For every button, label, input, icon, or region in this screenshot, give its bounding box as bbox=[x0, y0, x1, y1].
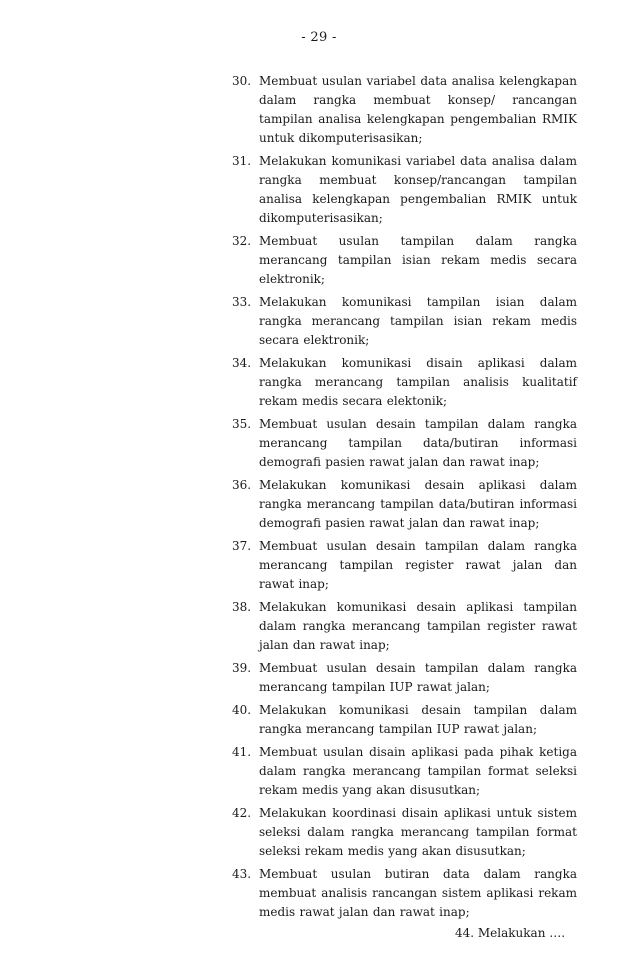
item-number: 37. bbox=[232, 539, 252, 553]
list-item bbox=[0, 598, 638, 655]
numbered-list bbox=[0, 72, 638, 926]
item-text: Membuat usulan desain tampilan dalam rangka merancang tampilan data/butiran informasi demografi pasien rawat jalan dan rawat inap; bbox=[259, 417, 577, 469]
list-item bbox=[0, 537, 638, 594]
item-text: Melakukan koordinasi disain aplikasi untuk sistem seleksi dalam rangka merancang tampilan format seleksi rekam medis yang akan disusutkan; bbox=[259, 806, 577, 858]
item-text: Melakukan komunikasi desain aplikasi dalam rangka merancang tampilan data/butiran informasi demografi pasien rawat jalan dan rawat inap; bbox=[259, 478, 577, 530]
list-item bbox=[0, 743, 638, 800]
item-text: Melakukan komunikasi variabel data analisa dalam rangka membuat konsep/rancangan tampilan analisa kelengkapan pengembalian RMIK untuk dikomputerisasikan; bbox=[259, 154, 577, 225]
item-text: Membuat usulan desain tampilan dalam rangka merancang tampilan register rawat jalan dan rawat inap; bbox=[259, 539, 577, 591]
item-text: Melakukan komunikasi desain aplikasi tampilan dalam rangka merancang tampilan register rawat jalan dan rawat inap; bbox=[259, 600, 577, 652]
list-item bbox=[0, 659, 638, 697]
list-item bbox=[0, 354, 638, 411]
list-item bbox=[0, 72, 638, 148]
page-number: - 29 - bbox=[301, 30, 337, 45]
item-number: 35. bbox=[232, 417, 252, 431]
item-number: 32. bbox=[232, 234, 252, 248]
item-number: 34. bbox=[232, 356, 252, 370]
item-number: 38. bbox=[232, 600, 252, 614]
item-text: Membuat usulan tampilan dalam rangka merancang tampilan isian rekam medis secara elektronik; bbox=[259, 234, 577, 286]
item-number: 31. bbox=[232, 154, 252, 168]
item-number: 40. bbox=[232, 703, 252, 717]
item-number: 42. bbox=[232, 806, 252, 820]
item-number: 36. bbox=[232, 478, 252, 492]
list-item bbox=[0, 232, 638, 289]
list-item bbox=[0, 293, 638, 350]
item-text: Membuat usulan disain aplikasi pada pihak ketiga dalam rangka merancang tampilan format seleksi rekam medis yang akan disusutkan; bbox=[259, 745, 577, 797]
list-item bbox=[0, 415, 638, 472]
item-number: 30. bbox=[232, 74, 252, 88]
list-item bbox=[0, 804, 638, 861]
list-item bbox=[0, 152, 638, 228]
item-number: 33. bbox=[232, 295, 252, 309]
list-item bbox=[0, 865, 638, 922]
continuation-marker: 44. Melakukan …. bbox=[455, 926, 566, 940]
item-number: 39. bbox=[232, 661, 252, 675]
item-text: Melakukan komunikasi disain aplikasi dalam rangka merancang tampilan analisis kualitatif rekam medis secara elektonik; bbox=[259, 356, 577, 408]
item-text: Melakukan komunikasi tampilan isian dalam rangka merancang tampilan isian rekam medis secara elektronik; bbox=[259, 295, 577, 347]
item-text: Membuat usulan variabel data analisa kelengkapan dalam rangka membuat konsep/ rancangan tampilan analisa kelengkapan pengembalian RMIK untuk dikomputerisasikan; bbox=[259, 74, 577, 145]
item-text: Membuat usulan butiran data dalam rangka membuat analisis rancangan sistem aplikasi rekam medis rawat jalan dan rawat inap; bbox=[259, 867, 577, 919]
item-text: Melakukan komunikasi desain tampilan dalam rangka merancang tampilan IUP rawat jalan; bbox=[259, 703, 577, 736]
item-text: Membuat usulan desain tampilan dalam rangka merancang tampilan IUP rawat jalan; bbox=[259, 661, 577, 694]
list-item bbox=[0, 701, 638, 739]
list-item bbox=[0, 476, 638, 533]
item-number: 43. bbox=[232, 867, 252, 881]
item-number: 41. bbox=[232, 745, 252, 759]
